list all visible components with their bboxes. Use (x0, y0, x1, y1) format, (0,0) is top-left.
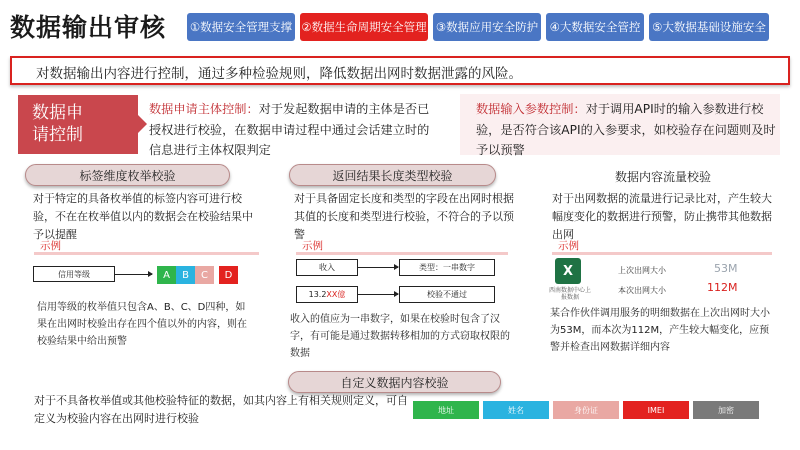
income-value-box (296, 286, 358, 303)
example-underline-3 (552, 252, 772, 255)
rule-applicant-key: 数据申请主体控制： (149, 102, 259, 116)
desc-custom-check: 对于不具备枚举值或其他校验特征的数据，如其内容上有相关规则定义，可自定义为校验内容在出网时进行校验 (34, 394, 408, 425)
enum-arrow (115, 274, 152, 275)
income-value-chars: XX億 (326, 290, 346, 299)
note-traffic-check: 某合作伙伴调用服务的明细数据在上次出网时大小为53M，而本次为112M，产生较大幅变化，应预警并检查出网数据详细内容 (550, 308, 770, 353)
tab-big-data-infrastructure-security[interactable]: ⑤大数据基础设施安全 (649, 13, 769, 41)
enum-cell-c: C (195, 266, 214, 284)
chip-encrypted: 加密 (693, 401, 759, 419)
chip-address: 地址 (413, 401, 479, 419)
heading-traffic-check: 数据内容流量校验 (615, 170, 712, 184)
example-underline-2 (296, 252, 508, 255)
check-arrow (358, 294, 398, 295)
tab-big-data-security-control[interactable]: ④大数据安全管控 (546, 13, 644, 41)
type-rule-box: 类型：一串数字 (399, 259, 495, 276)
example-label-2: 示例 (302, 240, 323, 252)
desc-enum-check: 对于特定的具备枚举值的标签内容可进行校验，不在在枚举值以内的数据会在校验结果中予以提醒 (33, 192, 253, 241)
income-field-box: 收入 (296, 259, 358, 276)
excel-file-icon: X (555, 258, 581, 284)
note-enum-check: 信用等级的枚举值只包含A、B、C、D四种，如果在出网时校验出存在四个值以外的内容，则在校验结果中给出预警 (37, 302, 247, 347)
chip-imei: IMEI (623, 401, 689, 419)
note-length-type-check: 收入的值应为一串数字，如果在校验时包含了汉字，有可能是通过数据转移相加的方式窃取权限的数据 (290, 314, 510, 359)
type-arrow (358, 267, 398, 268)
example-label-3: 示例 (558, 240, 579, 252)
section-label-line1: 数据申 (32, 103, 83, 123)
excel-file-caption: 西南数据中心上报数据 (549, 287, 592, 301)
summary-banner: 对数据输出内容进行控制，通过多种检验规则，降低数据出网时数据泄露的风险。 (10, 56, 790, 85)
rule-applicant-control (149, 99, 439, 161)
this-size-value: 112M (707, 281, 738, 294)
tab-data-lifecycle-security[interactable]: ②数据生命周期安全管理 (300, 13, 428, 41)
this-size-label: 本次出网大小 (618, 286, 666, 295)
section-label-line2: 请控制 (32, 125, 83, 145)
last-size-value: 53M (714, 262, 738, 275)
chip-id-card: 身份证 (553, 401, 619, 419)
section-label (18, 95, 138, 154)
tab-data-application-security[interactable]: ③数据应用安全防护 (433, 13, 541, 41)
heading-enum-check: 标签维度枚举校验 (25, 164, 230, 186)
page-title: 数据输出审核 (10, 13, 167, 42)
last-size-label: 上次出网大小 (618, 266, 666, 275)
enum-field-box: 信用等级 (33, 266, 115, 282)
tab-data-security-management[interactable]: ①数据安全管理支撑 (187, 13, 295, 41)
rule-input-param-control (476, 99, 776, 161)
desc-traffic-check: 对于出网数据的流量进行记录比对，产生较大幅度变化的数据进行预警，防止携带其他数据出网 (552, 192, 772, 241)
enum-cell-a: A (157, 266, 176, 284)
enum-cell-b: B (176, 266, 195, 284)
example-underline-1 (34, 252, 259, 255)
example-label-1: 示例 (40, 240, 61, 252)
check-result-box: 校验不通过 (399, 286, 495, 303)
rule-applicant-text: 对于发起数据申请的主体是否已授权进行校验，在数据申请过程中通过会话建立时的信息进行主体权限判定 (149, 102, 430, 157)
heading-length-type-check: 返回结果长度类型校验 (289, 164, 496, 186)
chip-name: 姓名 (483, 401, 549, 419)
heading-custom-check: 自定义数据内容校验 (288, 371, 501, 393)
rule-input-param-key: 数据输入参数控制： (476, 102, 586, 116)
income-value-number: 13.2 (308, 290, 327, 299)
enum-cell-d: D (219, 266, 238, 284)
desc-length-type-check: 对于具备固定长度和类型的字段在出网时根据其值的长度和类型进行校验，不符合的予以预警 (294, 192, 514, 241)
category-tabs (187, 13, 769, 41)
rule-input-param-text: 对于调用API时的输入参数进行校验，是否符合该API的入参要求，如校验存在问题则及时予以预警 (476, 102, 776, 157)
